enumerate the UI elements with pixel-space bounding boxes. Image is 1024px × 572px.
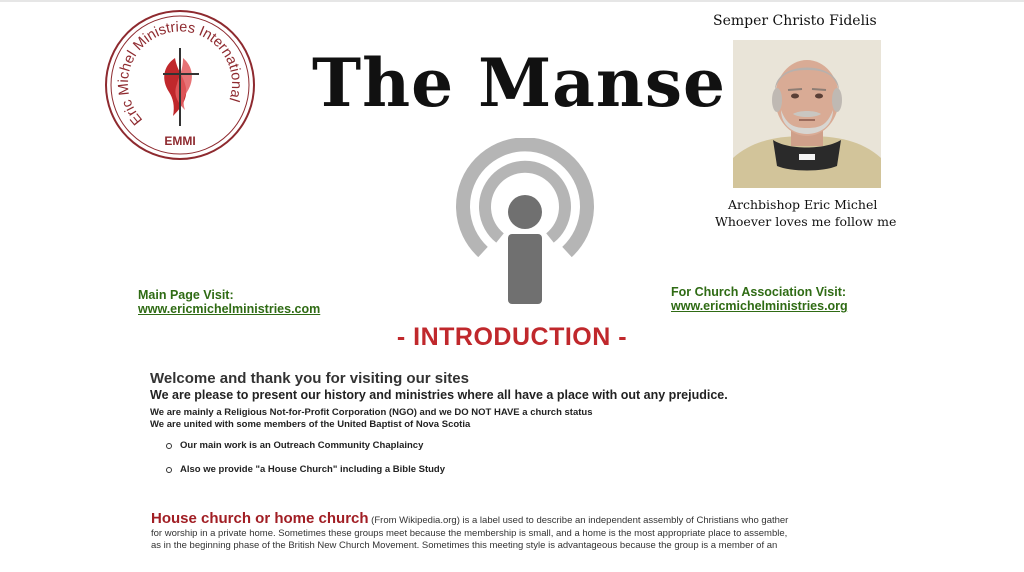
welcome-paragraph-2: We are united with some members of the United Baptist of Nova Scotia bbox=[150, 419, 471, 430]
page-title: The Manse bbox=[312, 44, 727, 122]
logo-ring-text: Eric Michel Ministries International bbox=[115, 19, 245, 128]
motto-text: Semper Christo Fidelis bbox=[713, 13, 877, 29]
list-item bbox=[166, 464, 445, 488]
welcome-subtitle: We are please to present our history and ministries where all have a place with out any prejudice. bbox=[150, 388, 728, 402]
top-border bbox=[0, 0, 1024, 2]
house-church-section bbox=[151, 510, 851, 552]
services-list bbox=[166, 440, 445, 488]
podcast-icon[interactable] bbox=[450, 138, 600, 308]
list-item-text: Also we provide "a House Church" including a Bible Study bbox=[180, 464, 446, 475]
list-item bbox=[166, 440, 445, 464]
emmi-logo-icon[interactable] bbox=[103, 8, 257, 162]
association-label: For Church Association Visit: bbox=[671, 285, 847, 299]
main-page-label: Main Page Visit: bbox=[138, 288, 234, 302]
house-church-line-2: as in the beginning phase of the British New Church Movement. Sometimes this meeting style is advantageous because the group is a member of an bbox=[151, 540, 778, 551]
portrait-quote: Whoever loves me follow me bbox=[715, 214, 897, 229]
main-page-link[interactable]: www.ericmichelministries.com bbox=[138, 302, 321, 316]
association-link-block bbox=[671, 285, 848, 313]
house-church-line-1: for worship in a private home. Sometimes these groups meet because the membership is small, and a home is the most appropriate place to assemble, bbox=[151, 528, 788, 539]
welcome-paragraph-1: We are mainly a Religious Not-for-Profit Corporation (NGO) and we DO NOT HAVE a church status bbox=[150, 407, 593, 418]
bullet-icon bbox=[166, 467, 172, 473]
archbishop-portrait bbox=[733, 40, 881, 188]
house-church-title: House church or home church bbox=[151, 510, 369, 527]
introduction-heading: - INTRODUCTION - bbox=[396, 323, 628, 351]
main-page-link-block bbox=[138, 288, 320, 316]
house-church-source: (From Wikipedia.org) is a label used to describe an independent assembly of Christians who gather bbox=[368, 515, 789, 526]
portrait-name: Archbishop Eric Michel bbox=[728, 197, 878, 212]
bullet-icon bbox=[166, 443, 172, 449]
welcome-section bbox=[150, 370, 870, 431]
association-link[interactable]: www.ericmichelministries.org bbox=[671, 299, 848, 313]
logo-abbr: EMMI bbox=[164, 134, 196, 148]
list-item-text: Our main work is an Outreach Community Chaplaincy bbox=[180, 440, 424, 451]
welcome-title: Welcome and thank you for visiting our sites bbox=[150, 370, 469, 387]
